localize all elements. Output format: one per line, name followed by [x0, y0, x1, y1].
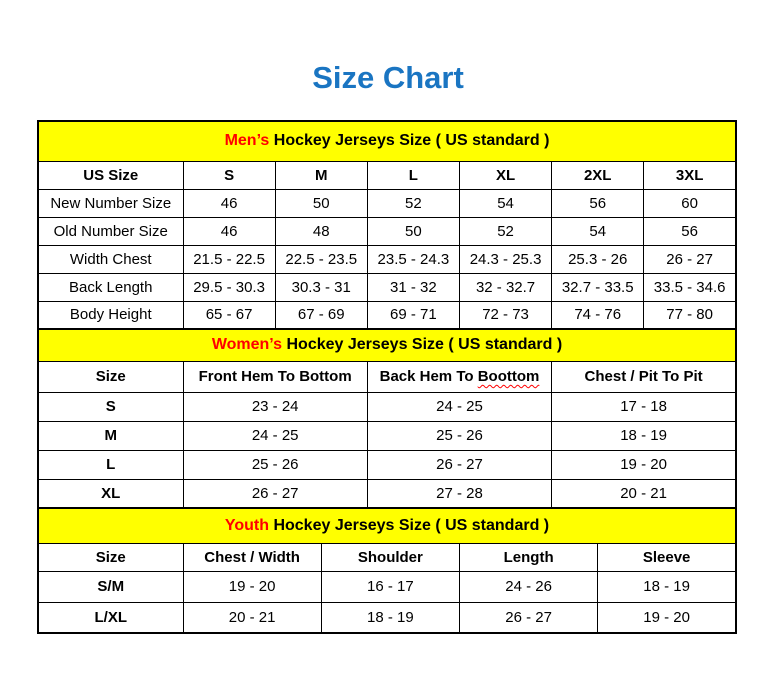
value-cell: 25.3 - 26 [552, 245, 644, 273]
youth-size-table [37, 507, 737, 634]
value-cell: 18 - 19 [598, 571, 736, 602]
value-cell: 19 - 20 [598, 602, 736, 633]
column-header: Chest / Pit To Pit [552, 361, 736, 392]
column-header: 3XL [644, 161, 736, 189]
table-row [38, 392, 736, 421]
table-row [38, 217, 736, 245]
value-cell: 20 - 21 [552, 479, 736, 508]
row-label: New Number Size [38, 189, 183, 217]
column-header-text: Back Hem To [379, 368, 478, 385]
column-header: S [183, 161, 275, 189]
value-cell: 32.7 - 33.5 [552, 273, 644, 301]
table-row [38, 421, 736, 450]
value-cell: 56 [644, 217, 736, 245]
men-header-row [38, 161, 736, 189]
value-cell: 23 - 24 [183, 392, 367, 421]
value-cell: 32 - 32.7 [459, 273, 551, 301]
column-header: Shoulder [321, 543, 459, 571]
men-banner-row [38, 121, 736, 161]
banner-text: Hockey Jerseys Size ( US standard ) [282, 336, 563, 354]
column-header: Front Hem To Bottom [183, 361, 367, 392]
table-row [38, 571, 736, 602]
page-title: Size Chart [312, 60, 464, 95]
value-cell: 16 - 17 [321, 571, 459, 602]
value-cell: 46 [183, 189, 275, 217]
value-cell: 27 - 28 [367, 479, 551, 508]
youth-banner [38, 508, 736, 543]
table-row [38, 450, 736, 479]
column-header: Sleeve [598, 543, 736, 571]
banner-text: Hockey Jerseys Size ( US standard ) [269, 516, 550, 534]
column-header: L [367, 161, 459, 189]
value-cell: 67 - 69 [275, 301, 367, 329]
column-header: Size [38, 543, 183, 571]
value-cell: 24.3 - 25.3 [459, 245, 551, 273]
value-cell: 18 - 19 [321, 602, 459, 633]
value-cell: 48 [275, 217, 367, 245]
value-cell: 52 [459, 217, 551, 245]
value-cell: 33.5 - 34.6 [644, 273, 736, 301]
youth-header-row [38, 543, 736, 571]
value-cell: 77 - 80 [644, 301, 736, 329]
value-cell: 19 - 20 [552, 450, 736, 479]
value-cell: 18 - 19 [552, 421, 736, 450]
value-cell: 52 [367, 189, 459, 217]
value-cell: 23.5 - 24.3 [367, 245, 459, 273]
women-size-table [37, 328, 737, 509]
value-cell: 31 - 32 [367, 273, 459, 301]
value-cell: 22.5 - 23.5 [275, 245, 367, 273]
value-cell: 60 [644, 189, 736, 217]
banner-highlight-word: Men’s [224, 132, 270, 150]
value-cell: 74 - 76 [552, 301, 644, 329]
row-label: M [38, 421, 183, 450]
table-row [38, 301, 736, 329]
column-header: M [275, 161, 367, 189]
value-cell: 50 [275, 189, 367, 217]
row-label: Width Chest [38, 245, 183, 273]
value-cell: 17 - 18 [552, 392, 736, 421]
value-cell: 50 [367, 217, 459, 245]
misspelled-word: Boottom [477, 368, 540, 385]
column-header: XL [459, 161, 551, 189]
value-cell: 54 [552, 217, 644, 245]
column-header: Chest / Width [183, 543, 321, 571]
value-cell: 25 - 26 [367, 421, 551, 450]
column-header: US Size [38, 161, 183, 189]
value-cell: 26 - 27 [183, 479, 367, 508]
women-banner-row [38, 329, 736, 361]
row-label: Body Height [38, 301, 183, 329]
column-header [367, 361, 551, 392]
men-banner [38, 121, 736, 161]
value-cell: 26 - 27 [644, 245, 736, 273]
value-cell: 25 - 26 [183, 450, 367, 479]
value-cell: 69 - 71 [367, 301, 459, 329]
row-label: L [38, 450, 183, 479]
value-cell: 56 [552, 189, 644, 217]
row-label: L/XL [38, 602, 183, 633]
value-cell: 65 - 67 [183, 301, 275, 329]
row-label: Old Number Size [38, 217, 183, 245]
column-header: Size [38, 361, 183, 392]
value-cell: 46 [183, 217, 275, 245]
value-cell: 72 - 73 [459, 301, 551, 329]
banner-text: Hockey Jerseys Size ( US standard ) [269, 132, 550, 150]
value-cell: 24 - 25 [367, 392, 551, 421]
value-cell: 24 - 26 [460, 571, 598, 602]
size-chart-tables [37, 120, 737, 634]
row-label: XL [38, 479, 183, 508]
table-row [38, 479, 736, 508]
table-row [38, 189, 736, 217]
column-header: Length [460, 543, 598, 571]
table-row [38, 245, 736, 273]
banner-highlight-word: Women’s [211, 336, 283, 354]
value-cell: 21.5 - 22.5 [183, 245, 275, 273]
row-label: Back Length [38, 273, 183, 301]
youth-banner-row [38, 508, 736, 543]
banner-highlight-word: Youth [224, 516, 269, 534]
value-cell: 26 - 27 [367, 450, 551, 479]
row-label: S [38, 392, 183, 421]
value-cell: 30.3 - 31 [275, 273, 367, 301]
women-banner [38, 329, 736, 361]
value-cell: 26 - 27 [460, 602, 598, 633]
table-row [38, 602, 736, 633]
value-cell: 19 - 20 [183, 571, 321, 602]
column-header: 2XL [552, 161, 644, 189]
table-row [38, 273, 736, 301]
value-cell: 54 [459, 189, 551, 217]
value-cell: 29.5 - 30.3 [183, 273, 275, 301]
value-cell: 24 - 25 [183, 421, 367, 450]
row-label: S/M [38, 571, 183, 602]
men-size-table [37, 120, 737, 330]
value-cell: 20 - 21 [183, 602, 321, 633]
women-header-row [38, 361, 736, 392]
